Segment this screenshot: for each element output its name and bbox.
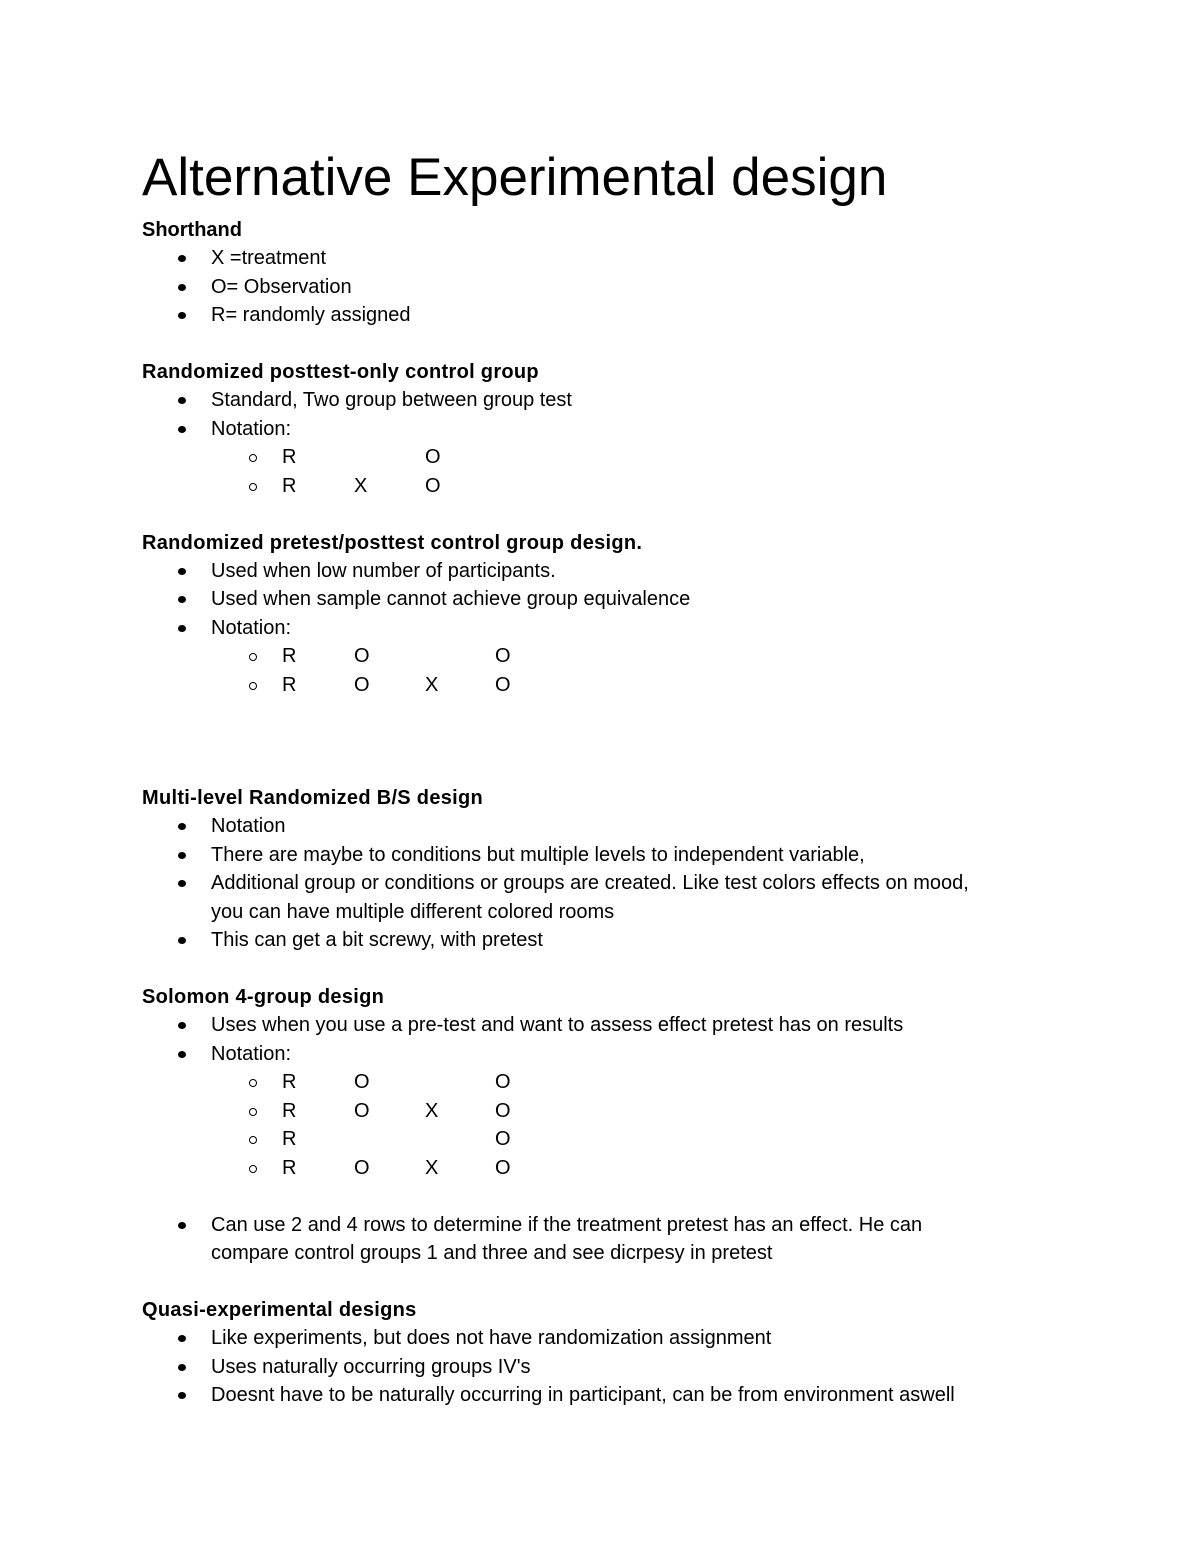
section-heading-solomon: Solomon 4-group design bbox=[142, 986, 385, 1008]
spacer bbox=[142, 500, 1102, 529]
notation-cell: O bbox=[354, 1156, 370, 1179]
notation-cell: O bbox=[354, 645, 370, 667]
spacer bbox=[142, 330, 1102, 359]
quasi-experimental-list bbox=[142, 1324, 1102, 1410]
notation-row bbox=[142, 1097, 1102, 1126]
notation-cell: O bbox=[495, 1156, 511, 1179]
notation-cell: X bbox=[425, 1099, 439, 1122]
notation-cell: O bbox=[354, 673, 370, 696]
spacer bbox=[142, 699, 1102, 784]
section-heading-pretest-posttest: Randomized pretest/posttest control group design. bbox=[142, 531, 643, 554]
list-item: Used when low number of participants. bbox=[142, 557, 1102, 586]
list-item: X =treatment bbox=[142, 244, 1102, 273]
notation-cell: X bbox=[425, 673, 439, 696]
list-item bbox=[142, 1040, 1102, 1183]
list-item: R= randomly assigned bbox=[142, 301, 1102, 330]
notation-row bbox=[142, 472, 1102, 501]
notation-cell: O bbox=[354, 1071, 370, 1093]
solomon-list bbox=[142, 1011, 1102, 1268]
list-item: Standard, Two group between group test bbox=[142, 386, 1102, 415]
notation-cell: O bbox=[495, 1099, 511, 1122]
posttest-only-list bbox=[142, 386, 1102, 500]
notation-cell: X bbox=[425, 1156, 439, 1179]
notation-rows bbox=[211, 642, 1102, 699]
notation-cell: O bbox=[425, 446, 441, 468]
notation-cell: R bbox=[282, 645, 297, 667]
notation-cell: R bbox=[282, 673, 297, 696]
notation-cell: R bbox=[282, 474, 297, 497]
notation-row bbox=[142, 1154, 1102, 1183]
section-heading-quasi-experimental: Quasi-experimental designs bbox=[142, 1299, 417, 1321]
notation-cell: O bbox=[495, 1071, 511, 1093]
spacer bbox=[142, 1268, 1102, 1297]
notation-rows bbox=[211, 1068, 1102, 1182]
list-item: Uses when you use a pre-test and want to assess effect pretest has on results bbox=[142, 1011, 1102, 1040]
list-item: Notation bbox=[142, 812, 1102, 841]
notation-cell: O bbox=[425, 474, 441, 497]
notation-cell: O bbox=[495, 645, 511, 667]
notation-label: Notation: bbox=[211, 417, 292, 440]
list-item: O= Observation bbox=[142, 273, 1102, 302]
document-page bbox=[142, 146, 1102, 1410]
notation-cell: R bbox=[282, 1156, 297, 1179]
notation-label: Notation: bbox=[211, 1042, 292, 1065]
spacer bbox=[142, 955, 1102, 984]
list-spacer bbox=[142, 1182, 1102, 1211]
notation-row bbox=[142, 443, 1102, 472]
list-item bbox=[142, 614, 1102, 700]
section-heading-posttest-only: Randomized posttest-only control group bbox=[142, 361, 539, 383]
notation-cell: O bbox=[354, 1099, 370, 1122]
list-item: This can get a bit screwy, with pretest bbox=[142, 926, 1102, 955]
list-item bbox=[142, 415, 1102, 501]
list-item: Uses naturally occurring groups IV's bbox=[142, 1353, 1102, 1382]
notation-cell: O bbox=[495, 673, 511, 696]
list-item: There are maybe to conditions but multiple levels to independent variable, bbox=[142, 841, 1102, 870]
shorthand-list bbox=[142, 244, 1102, 330]
notation-cell: R bbox=[282, 1128, 297, 1150]
list-item: Used when sample cannot achieve group equivalence bbox=[142, 585, 1102, 614]
notation-cell: X bbox=[354, 474, 368, 497]
notation-cell: R bbox=[282, 446, 297, 468]
list-item: Additional group or conditions or groups are created. Like test colors effects on mood, you can have multiple different colored rooms bbox=[142, 869, 1102, 926]
section-heading-shorthand: Shorthand bbox=[142, 219, 242, 241]
page-title: Alternative Experimental design bbox=[142, 148, 888, 207]
list-item: Doesnt have to be naturally occurring in participant, can be from environment aswell bbox=[142, 1381, 1102, 1410]
notation-row bbox=[142, 1068, 1102, 1097]
pretest-posttest-list bbox=[142, 557, 1102, 700]
multi-level-list bbox=[142, 812, 1102, 955]
notation-cell: R bbox=[282, 1071, 297, 1093]
section-heading-multi-level: Multi-level Randomized B/S design bbox=[142, 787, 484, 809]
notation-rows bbox=[211, 443, 1102, 500]
list-item: Like experiments, but does not have randomization assignment bbox=[142, 1324, 1102, 1353]
notation-label: Notation: bbox=[211, 616, 292, 639]
notation-cell: O bbox=[495, 1128, 511, 1150]
notation-row bbox=[142, 671, 1102, 700]
notation-row bbox=[142, 1125, 1102, 1154]
list-item: Can use 2 and 4 rows to determine if the treatment pretest has an effect. He can compare control groups 1 and three and see dicrpesy in pretest bbox=[142, 1211, 1102, 1268]
notation-cell: R bbox=[282, 1099, 297, 1122]
notation-row bbox=[142, 642, 1102, 671]
